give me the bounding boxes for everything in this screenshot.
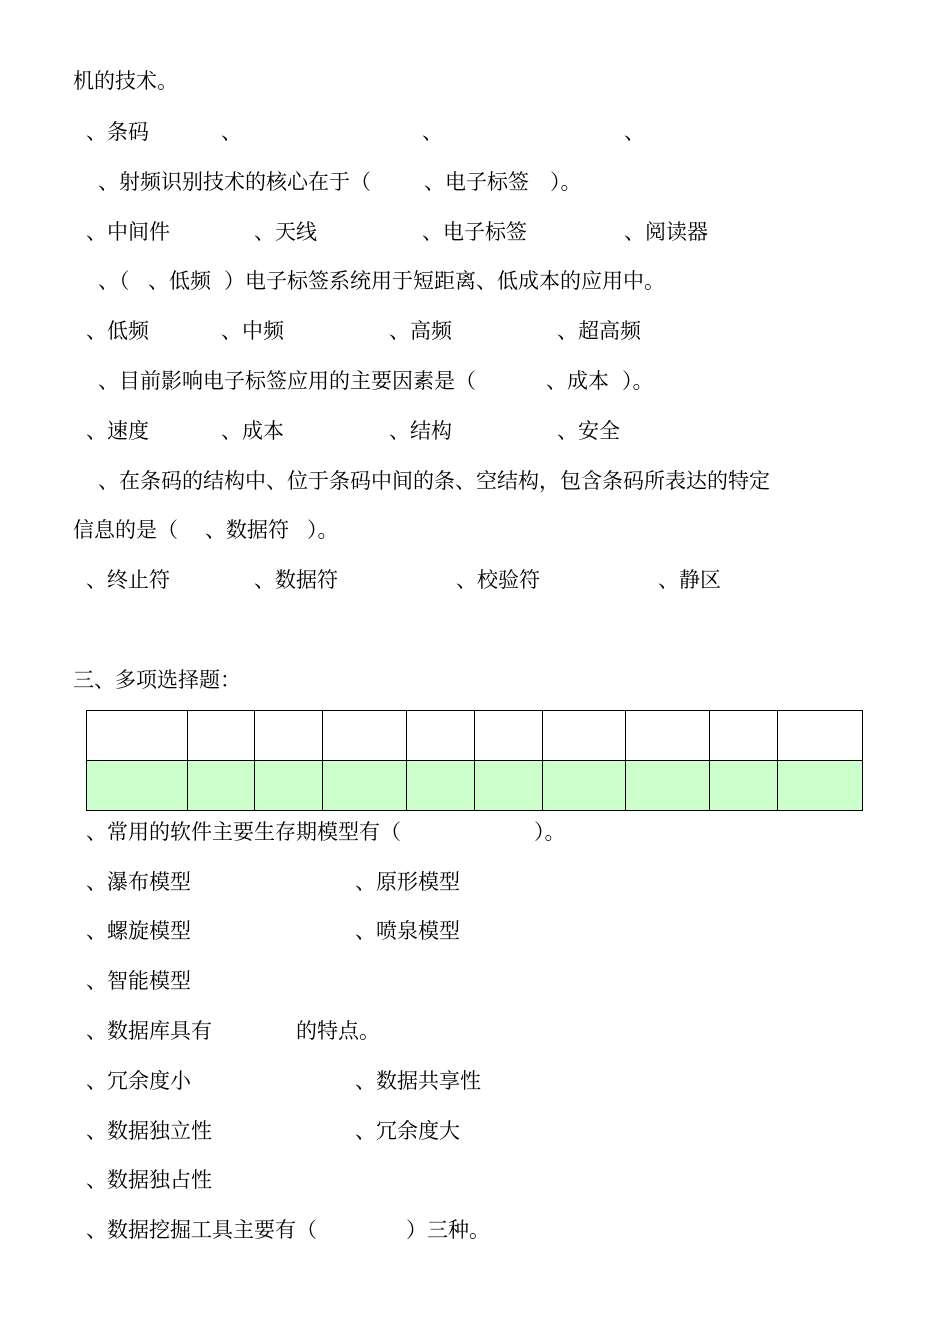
answer-cell <box>87 711 188 761</box>
multi-question-3 <box>86 1216 490 1244</box>
multi-question-2 <box>86 1017 380 1045</box>
answer-cell <box>626 711 710 761</box>
option-b: 、原形模型 <box>355 870 460 894</box>
answer-cell <box>778 761 863 811</box>
option-d: 、安全 <box>557 419 620 443</box>
option-row <box>86 917 460 945</box>
question-stem: 、数据挖掘工具主要有（ <box>86 1218 317 1242</box>
question-1 <box>98 168 582 196</box>
question-stem: 、在条码的结构中、位于条码中间的条、空结构，包含条码所表达的特定 <box>98 469 770 493</box>
continuation-text: 机的技术。 <box>73 69 178 93</box>
option-c: 、电子标签 <box>422 220 527 244</box>
section-3-heading: 三、多项选择题： <box>73 668 241 692</box>
answer-cell <box>626 761 710 811</box>
option-a: 、速度 <box>86 419 149 443</box>
question-rest: ）电子标签系统用于短距离、低成本的应用中。 <box>224 269 665 293</box>
answer-cell <box>543 761 626 811</box>
question-stem: 、射频识别技术的核心在于（ <box>98 170 371 194</box>
option-d: 、喷泉模型 <box>355 919 460 943</box>
answer-cell <box>475 711 543 761</box>
option-e: 、数据独占性 <box>86 1168 212 1192</box>
answer-cell <box>323 761 407 811</box>
option-b: 、 <box>221 120 242 144</box>
question-close: ）。 <box>307 518 339 542</box>
option-b: 、中频 <box>221 319 284 343</box>
question-stem-2: 信息的是（ <box>73 518 178 542</box>
answer-cell <box>188 711 255 761</box>
section-title <box>73 666 241 694</box>
option-row <box>86 1117 460 1145</box>
option-b: 、数据符 <box>254 568 338 592</box>
question-4-cont <box>73 516 339 544</box>
answer-cell <box>543 711 626 761</box>
answer-cell <box>188 761 255 811</box>
answer-cell <box>778 711 863 761</box>
question-answer: 、电子标签 <box>424 170 529 194</box>
question-3 <box>98 367 654 395</box>
question-stem: 、数据库具有 <box>86 1019 212 1043</box>
answer-cell <box>407 711 475 761</box>
option-c: 、 <box>422 120 443 144</box>
answer-cell <box>323 711 407 761</box>
answer-cell <box>87 761 188 811</box>
option-b: 、数据共享性 <box>355 1069 481 1093</box>
text-line <box>73 67 178 95</box>
answer-cell <box>255 761 323 811</box>
option-b: 、天线 <box>254 220 317 244</box>
option-b: 、成本 <box>221 419 284 443</box>
answer-cell <box>475 761 543 811</box>
answer-table-header-row <box>87 711 863 761</box>
answer-cell <box>407 761 475 811</box>
question-stem: 、目前影响电子标签应用的主要因素是（ <box>98 369 476 393</box>
question-answer: 、成本 <box>546 369 609 393</box>
option-row <box>86 317 641 345</box>
option-a: 、条码 <box>86 120 149 144</box>
option-row <box>86 967 191 995</box>
option-a: 、瀑布模型 <box>86 870 191 894</box>
question-close: ）。 <box>622 369 654 393</box>
option-d: 、 <box>624 120 645 144</box>
option-d: 、阅读器 <box>624 220 708 244</box>
answer-cell <box>710 711 778 761</box>
answer-cell <box>255 711 323 761</box>
option-c: 、校验符 <box>456 568 540 592</box>
option-d: 、静区 <box>658 568 721 592</box>
question-close: ）。 <box>534 820 566 844</box>
multi-question-1 <box>86 818 566 846</box>
option-row <box>86 1067 481 1095</box>
answer-table <box>86 710 863 811</box>
option-c: 、结构 <box>389 419 452 443</box>
question-rest: 的特点。 <box>296 1019 380 1043</box>
option-d: 、冗余度大 <box>355 1119 460 1143</box>
question-close: ）。 <box>550 170 582 194</box>
question-2 <box>98 267 665 295</box>
option-c: 、螺旋模型 <box>86 919 191 943</box>
option-row <box>86 417 620 445</box>
question-answer: 、低频 <box>148 269 211 293</box>
option-row <box>86 1166 212 1194</box>
option-row <box>86 218 708 246</box>
option-a: 、低频 <box>86 319 149 343</box>
answer-table-answer-row <box>87 761 863 811</box>
option-row <box>86 868 460 896</box>
option-row <box>86 566 721 594</box>
option-c: 、高频 <box>389 319 452 343</box>
answer-cell <box>710 761 778 811</box>
option-row <box>86 118 645 146</box>
question-stem: 、常用的软件主要生存期模型有（ <box>86 820 401 844</box>
option-e: 、智能模型 <box>86 969 191 993</box>
option-d: 、超高频 <box>557 319 641 343</box>
question-rest: ）三种。 <box>406 1218 490 1242</box>
option-c: 、数据独立性 <box>86 1119 212 1143</box>
option-a: 、中间件 <box>86 220 170 244</box>
option-a: 、冗余度小 <box>86 1069 191 1093</box>
question-answer: 、数据符 <box>205 518 289 542</box>
question-open: 、（ <box>98 269 130 293</box>
option-a: 、终止符 <box>86 568 170 592</box>
question-4 <box>98 467 770 495</box>
